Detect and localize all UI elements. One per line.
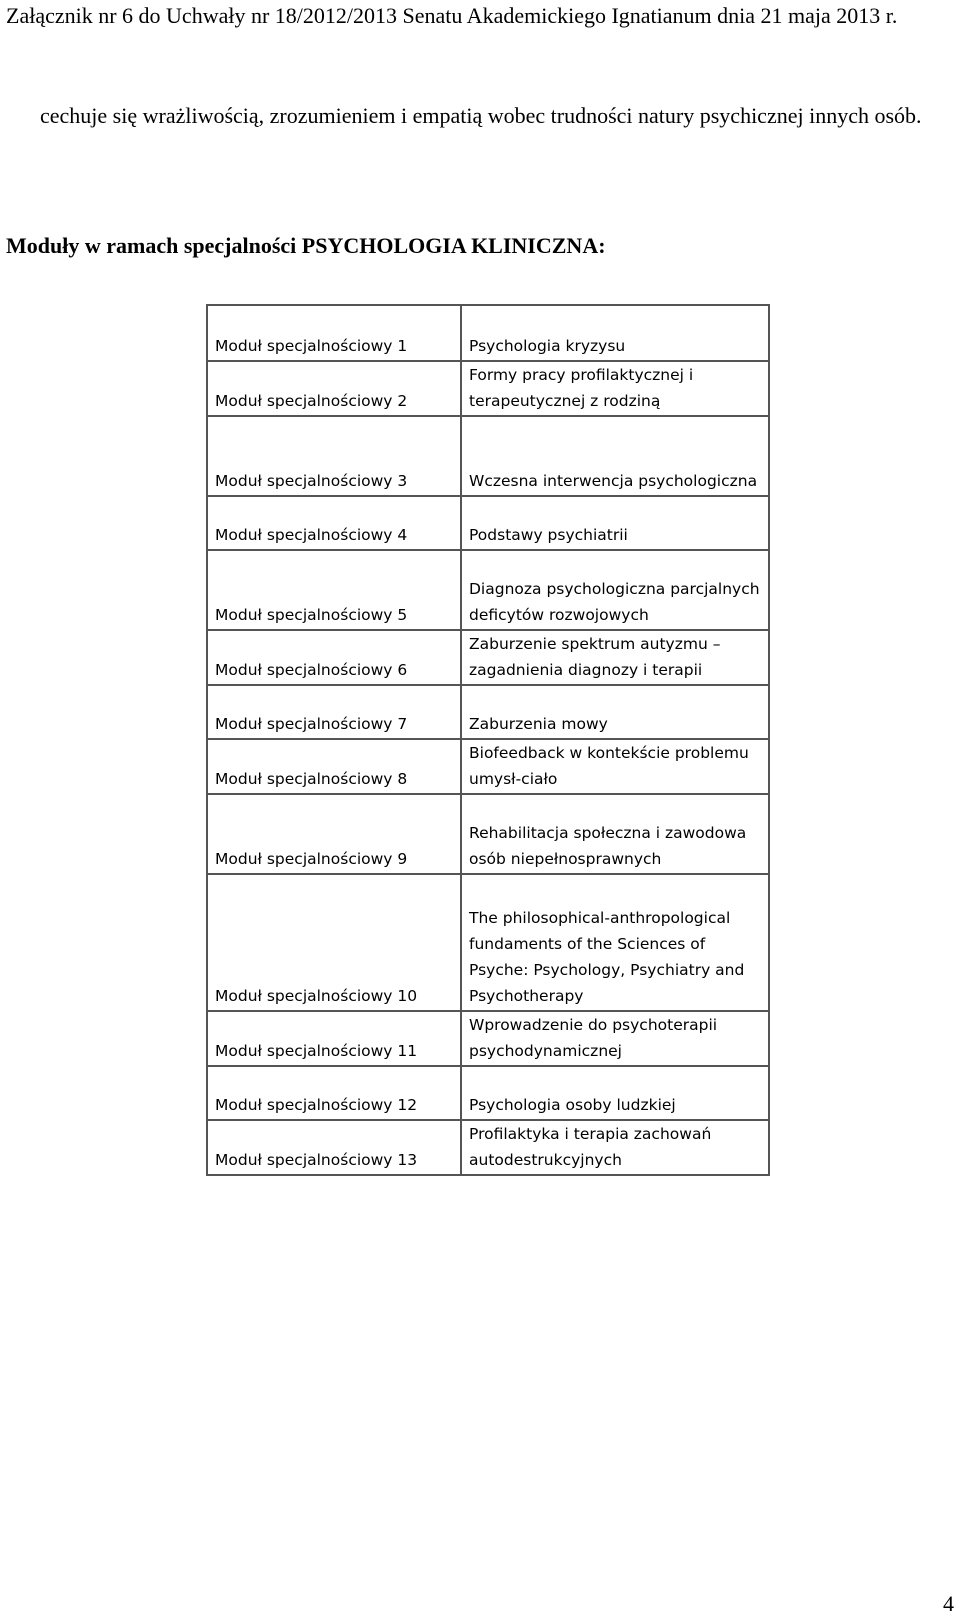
module-name: Moduł specjalnościowy 1 (207, 305, 461, 361)
module-subject: Wczesna interwencja psychologiczna (461, 416, 769, 496)
section-heading: Moduły w ramach specjalności PSYCHOLOGIA KLINICZNA: (6, 233, 606, 258)
table-row (207, 685, 769, 739)
module-subject: Profilaktyka i terapia zachowań autodestrukcyjnych (461, 1120, 769, 1175)
module-name: Moduł specjalnościowy 2 (207, 361, 461, 416)
module-subject: The philosophical-anthropological fundaments of the Sciences of Psyche: Psychology, Psychiatry and Psychotherapy (461, 874, 769, 1011)
module-name: Moduł specjalnościowy 12 (207, 1066, 461, 1120)
module-name: Moduł specjalnościowy 13 (207, 1120, 461, 1175)
table-row (207, 630, 769, 685)
module-name: Moduł specjalnościowy 5 (207, 550, 461, 630)
module-name: Moduł specjalnościowy 3 (207, 416, 461, 496)
module-subject: Psychologia osoby ludzkiej (461, 1066, 769, 1120)
table-row (207, 361, 769, 416)
module-subject: Formy pracy profilaktycznej i terapeutycznej z rodziną (461, 361, 769, 416)
module-subject: Zaburzenie spektrum autyzmu – zagadnienia diagnozy i terapii (461, 630, 769, 685)
table-row (207, 416, 769, 496)
table-row (207, 305, 769, 361)
page-number: 4 (943, 1591, 954, 1616)
table-row (207, 794, 769, 874)
module-name: Moduł specjalnościowy 10 (207, 874, 461, 1011)
module-name: Moduł specjalnościowy 7 (207, 685, 461, 739)
module-subject: Biofeedback w kontekście problemu umysł-ciało (461, 739, 769, 794)
module-name: Moduł specjalnościowy 8 (207, 739, 461, 794)
module-name: Moduł specjalnościowy 4 (207, 496, 461, 550)
table-row (207, 1066, 769, 1120)
module-subject: Wprowadzenie do psychoterapii psychodynamicznej (461, 1011, 769, 1066)
module-subject: Diagnoza psychologiczna parcjalnych deficytów rozwojowych (461, 550, 769, 630)
module-subject: Rehabilitacja społeczna i zawodowa osób niepełnosprawnych (461, 794, 769, 874)
modules-table (206, 304, 770, 1176)
module-subject: Podstawy psychiatrii (461, 496, 769, 550)
document-header: Załącznik nr 6 do Uchwały nr 18/2012/2013 Senatu Akademickiego Ignatianum dnia 21 maja 2013 r. (6, 3, 898, 28)
table-row (207, 874, 769, 1011)
table-row (207, 1011, 769, 1066)
module-name: Moduł specjalnościowy 9 (207, 794, 461, 874)
module-subject: Psychologia kryzysu (461, 305, 769, 361)
module-subject: Zaburzenia mowy (461, 685, 769, 739)
table-row (207, 1120, 769, 1175)
module-name: Moduł specjalnościowy 6 (207, 630, 461, 685)
table-row (207, 496, 769, 550)
module-name: Moduł specjalnościowy 11 (207, 1011, 461, 1066)
table-row (207, 739, 769, 794)
table-row (207, 550, 769, 630)
body-paragraph: cechuje się wrażliwością, zrozumieniem i empatią wobec trudności natury psychicznej innych osób. (40, 103, 922, 128)
